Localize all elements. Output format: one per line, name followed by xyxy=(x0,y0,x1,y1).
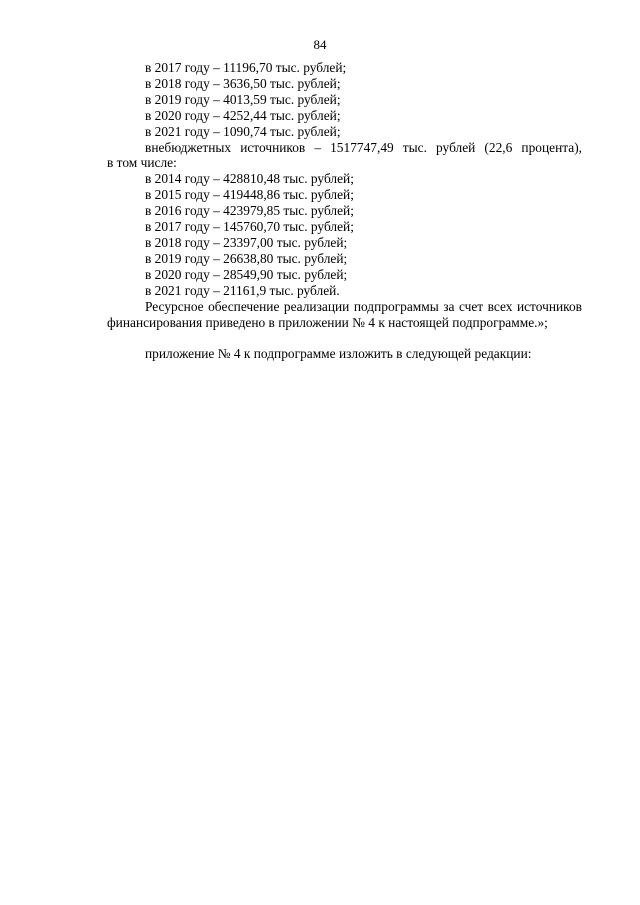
extra-budget-line-2021: в 2021 году – 21161,9 тыс. рублей. xyxy=(145,282,340,298)
page-number: 84 xyxy=(313,37,327,52)
funding-line-2021: в 2021 году – 1090,74 тыс. рублей; xyxy=(145,123,341,139)
extra-budget-sources-line: внебюджетных источников – 1517747,49 тыс. рублей (22,6 процента), xyxy=(145,139,582,155)
document-body xyxy=(107,60,582,362)
extra-budget-line-2019: в 2019 году – 26638,80 тыс. рублей; xyxy=(145,250,348,266)
extra-budget-line-2018: в 2018 году – 23397,00 тыс. рублей; xyxy=(145,234,348,250)
funding-line-2018: в 2018 году – 3636,50 тыс. рублей; xyxy=(145,75,341,91)
appendix-instruction: приложение № 4 к подпрограмме изложить в следующей редакции: xyxy=(145,346,532,362)
extra-budget-line-2015: в 2015 году – 419448,86 тыс. рублей; xyxy=(145,187,354,203)
paragraph-gap xyxy=(107,330,582,346)
resource-provision-line-1: Ресурсное обеспечение реализации подпрограммы за счет всех источников xyxy=(145,298,582,314)
resource-provision-line-2: финансирования приведено в приложении № 4 к настоящей подпрограмме.»; xyxy=(107,314,548,330)
funding-line-2019: в 2019 году – 4013,59 тыс. рублей; xyxy=(145,91,341,107)
extra-budget-line-2014: в 2014 году – 428810,48 тыс. рублей; xyxy=(145,171,354,187)
including-label: в том числе: xyxy=(107,155,177,171)
extra-budget-line-2020: в 2020 году – 28549,90 тыс. рублей; xyxy=(145,266,348,282)
extra-budget-line-2017: в 2017 году – 145760,70 тыс. рублей; xyxy=(145,219,354,235)
funding-line-2017: в 2017 году – 11196,70 тыс. рублей; xyxy=(145,60,347,75)
funding-line-2020: в 2020 году – 4252,44 тыс. рублей; xyxy=(145,107,341,123)
extra-budget-line-2016: в 2016 году – 423979,85 тыс. рублей; xyxy=(145,203,354,219)
